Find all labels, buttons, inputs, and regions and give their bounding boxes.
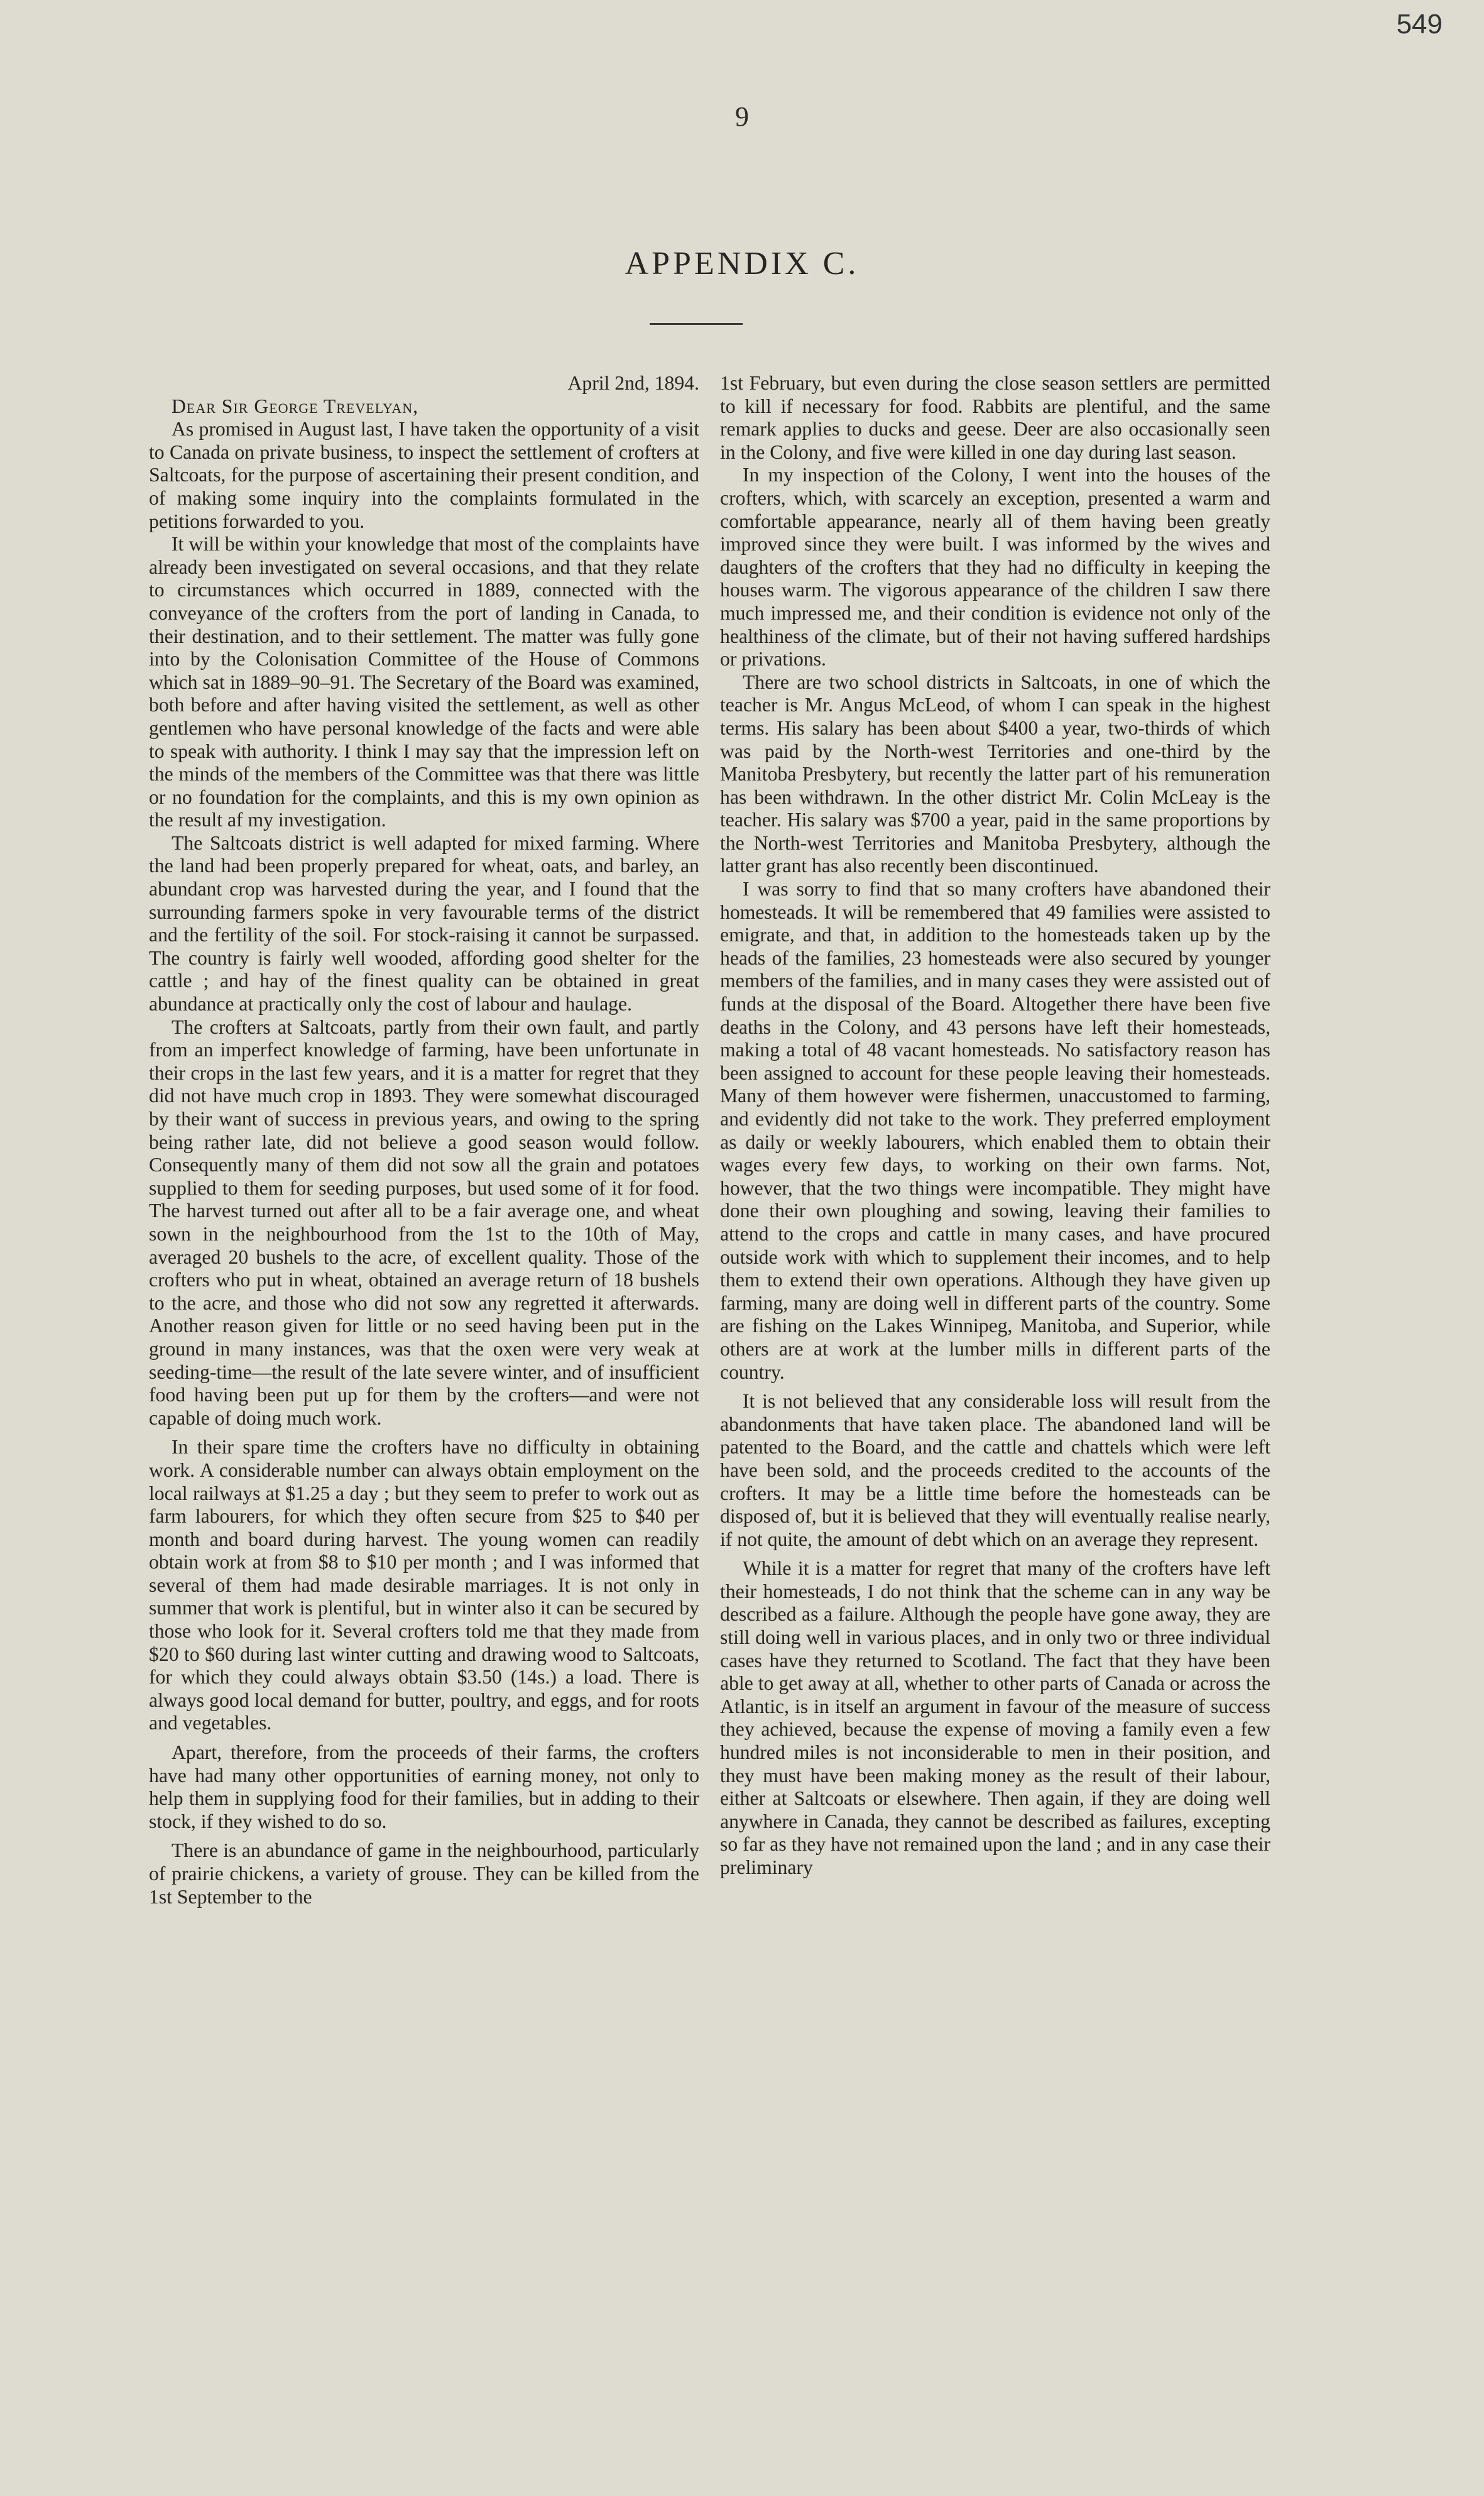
letter-salutation: Dear Sir George Trevelyan, bbox=[172, 395, 419, 417]
body-paragraph: It will be within your knowledge that most of the complaints have already been investigated on several occasions, and that they relate to circumstances which occurred in 1889, connected with the conveyance of the crofters from the port of landing in Canada, to their destination, and to their settlement. The matter was fully gone into by the Colonisation Committee of the House of Commons which sat in 1889–90–91. The Secretary of the Board was examined, both before and after having visited the settlement, as well as other gentlemen who have personal knowledge of the facts and were able to speak with authority. I think I may say that the impression left on the minds of the members of the Committee was that there was little or no foundation for the complaints, and this is my own opinion as the result af my investigation. bbox=[149, 533, 699, 831]
body-paragraph: I was sorry to find that so many crofters have abandoned their homesteads. It will be remembered that 49 families were assisted to emigrate, and that, in addition to the homesteads taken up by the heads of the families, 23 homesteads were also secured by younger members of the families, and in many cases they were assisted out of funds at the disposal of the Board. Altogether there have been five deaths in the Colony, and 43 persons have left their homesteads, making a total of 48 vacant homesteads. No satisfactory reason has been assigned to account for these people leaving their homesteads. Many of them however were fishermen, unaccustomed to farming, and evidently did not take to the work. They preferred employment as daily or weekly labourers, which enabled them to obtain their wages every few days, to working on their own farms. Not, however, that the two things were incompatible. They might have done their own ploughing and sowing, leaving their families to attend to the crops and cattle in many cases, and have procured outside work with which to supplement their incomes, and to help them to extend their own operations. Although they have given up farming, many are doing well in different parts of the country. Some are fishing on the Lakes Winnipeg, Manitoba, and Superior, while others are at work at the lumber mills in different parts of the country. bbox=[720, 878, 1270, 1383]
body-paragraph: The crofters at Saltcoats, partly from their own fault, and partly from an imperfect knowledge of farming, have been unfortunate in their crops in the last few years, and it is a matter for regret that they did not have much crop in 1893. They were somewhat discouraged by their want of success in previous years, and owing to the spring being rather late, did not believe a good season would follow. Consequently many of them did not sow all the grain and potatoes supplied to them for seeding purposes, but used some of it for food. The harvest turned out after all to be a fair average one, and wheat sown in the neighbourhood from the 1st to the 10th of May, averaged 20 bushels to the acre, of excellent quality. Those of the crofters who put in wheat, obtained an average return of 18 bushels to the acre, and those who did not sow any regretted it afterwards. Another reason given for little or no seed having been put in the ground in many instances, was that the oxen were very weak at seeding-time—the result of the late severe winter, and of insufficient food having been put up for them by the crofters—and were not capable of doing much work. bbox=[149, 1015, 699, 1429]
body-paragraph: It is not believed that any considerable loss will result from the abandonments that have taken place. The abandoned land will be patented to the Board, and the cattle and chattels which were left have been sold, and the proceeds credited to the accounts of the crofters. It may be a little time before the homesteads can be disposed of, but it is believed that they will eventually realise nearly, if not quite, the amount of debt which on an average they represent. bbox=[720, 1390, 1270, 1550]
body-paragraph: There are two school districts in Saltcoats, in one of which the teacher is Mr. Angus McLeod, of whom I can speak in the highest terms. His salary has been about $400 a year, two-thirds of which was paid by the North-west Territories and one-third by the Manitoba Presbytery, but recently the latter part of his remuneration has been withdrawn. In the other district Mr. Colin McLeay is the teacher. His salary was $700 a year, paid in the same proportions by the North-west Territories and Manitoba Presbytery, although the latter grant has also recently been discontinued. bbox=[720, 671, 1270, 877]
page-title: APPENDIX C. bbox=[625, 246, 859, 282]
body-paragraph: The Saltcoats district is well adapted for mixed farming. Where the land had been properly prepared for wheat, oats, and barley, an abundant crop was harvested during the year, and I found that the surrounding farmers spoke in very favourable terms of the district and the fertility of the soil. For stock-raising it cannot be surpassed. The country is fairly well wooded, affording good shelter for the cattle ; and hay of the finest quality can be obtained in great abundance at practically only the cost of labour and haulage. bbox=[149, 831, 699, 1015]
right-column bbox=[720, 372, 1270, 1880]
title-rule bbox=[650, 323, 743, 325]
letter-dateline: April 2nd, 1894. bbox=[567, 372, 699, 394]
left-column bbox=[149, 372, 699, 1908]
body-paragraph: There is an abundance of game in the neighbourhood, particularly of prairie chickens, a variety of grouse. They can be killed from the 1st September to the bbox=[149, 1839, 699, 1908]
body-paragraph: Apart, therefore, from the proceeds of their farms, the crofters have had many other opportunities of earning money, not only to help them in supplying food for their families, but in adding to their stock, if they wished to do so. bbox=[149, 1741, 699, 1832]
body-paragraph: 1st February, but even during the close season settlers are permitted to kill if necessary for food. Rabbits are plentiful, and the same remark applies to ducks and geese. Deer are also occasionally seen in the Colony, and five were killed in one day during last season. bbox=[720, 372, 1270, 463]
sheet-number: 549 bbox=[1396, 9, 1443, 40]
body-paragraph: In their spare time the crofters have no difficulty in obtaining work. A considerable number can always obtain employment on the local railways at $1.25 a day ; but they seem to prefer to work out as farm labourers, for which they often secure from $25 to $40 per month and board during harvest. The young women can readily obtain work at from $8 to $10 per month ; and I was informed that several of them had made desirable marriages. It is not only in summer that work is plentiful, but in winter also it can be secured by those who look for it. Several crofters told me that they made from $20 to $60 during last winter cutting and drawing wood to Saltcoats, for which they could always obtain $3.50 (14s.) a load. There is always good local demand for butter, poultry, and eggs, and for roots and vegetables. bbox=[149, 1436, 699, 1734]
body-paragraph: While it is a matter for regret that many of the crofters have left their homesteads, I do not think that the scheme can in any way be described as a failure. Although the people have gone away, they are still doing well in various places, and in only two or three individual cases have they returned to Scotland. The fact that they have been able to get away at all, whether to other parts of Canada or across the Atlantic, is in itself an argument in favour of the measure of success they achieved, because the expense of moving a family even a few hundred miles is not inconsiderable to men in their position, and they must have been making money as the result of their labour, either at Saltcoats or elsewhere. Then again, if they are doing well anywhere in Canada, they cannot be described as failures, excepting so far as they have not remained upon the land ; and in any case their preliminary bbox=[720, 1557, 1270, 1878]
body-paragraph: As promised in August last, I have taken the opportunity of a visit to Canada on private business, to inspect the settlement of crofters at Saltcoats, for the purpose of ascertaining their present condition, and of making some inquiry into the complaints formulated in the petitions forwarded to you. bbox=[149, 418, 699, 532]
body-paragraph: In my inspection of the Colony, I went into the houses of the crofters, which, with scarcely an exception, presented a warm and comfortable appearance, nearly all of them having been greatly improved since they were built. I was informed by the wives and daughters of the crofters that they had no difficulty in keeping the houses warm. The vigorous appearance of the children I saw there much impressed me, and their condition is evidence not only of the healthiness of the climate, but of their not having suffered hardships or privations. bbox=[720, 464, 1270, 671]
page-number: 9 bbox=[735, 101, 749, 132]
